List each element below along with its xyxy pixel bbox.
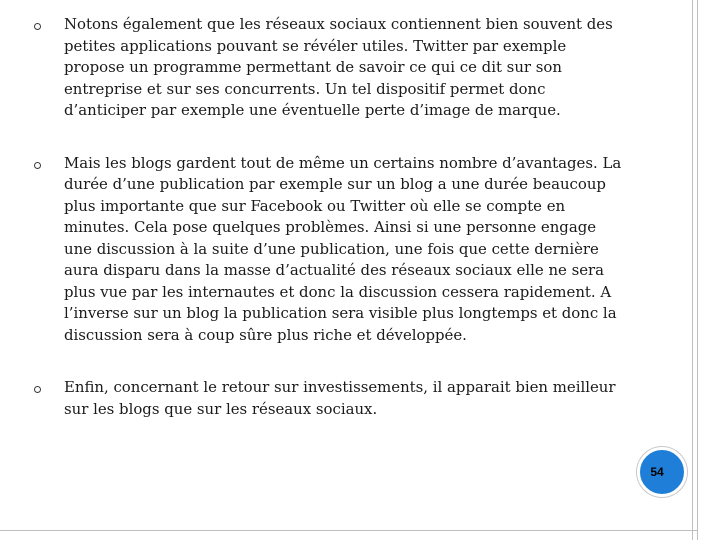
slide-frame-bottom-edge <box>0 530 698 531</box>
bullet-text: Notons également que les réseaux sociaux contiennent bien souvent des petites applications pouvant se révéler utiles. Twitter par exemple propose un programme permettant de savoir ce qui ce dit sur son entreprise et sur ses concurrents. Un tel dispositif permet donc d’anticiper par exemple une éventuelle perte d’image de marque. <box>64 15 613 119</box>
bullet-icon <box>34 23 41 30</box>
bullet-item <box>22 153 622 347</box>
bullet-icon <box>34 162 41 169</box>
bullet-list <box>22 14 622 420</box>
slide-frame-right-edge <box>692 0 698 540</box>
bullet-item <box>22 377 622 420</box>
bullet-text: Mais les blogs gardent tout de même un certains nombre d’avantages. La durée d’une publication par exemple sur un blog a une durée beaucoup plus importante que sur Facebook ou Twitter où elle se compte en minutes. Cela pose quelques problèmes. Ainsi si une personne engage une discussion à la suite d’une publication, une fois que cette dernière aura disparu dans la masse d’actualité des réseaux sociaux elle ne sera plus vue par les internautes et donc la discussion cessera rapidement. A l’inverse sur un blog la publication sera visible plus longtemps et donc la discussion sera à coup sûre plus riche et développée. <box>64 153 622 344</box>
bullet-item <box>22 14 622 122</box>
page-number: 54 <box>650 465 664 479</box>
bullet-icon <box>34 386 41 393</box>
page-number-badge <box>637 447 687 497</box>
bullet-text: Enfin, concernant le retour sur investissements, il apparait bien meilleur sur les blogs que sur les réseaux sociaux. <box>64 378 616 418</box>
